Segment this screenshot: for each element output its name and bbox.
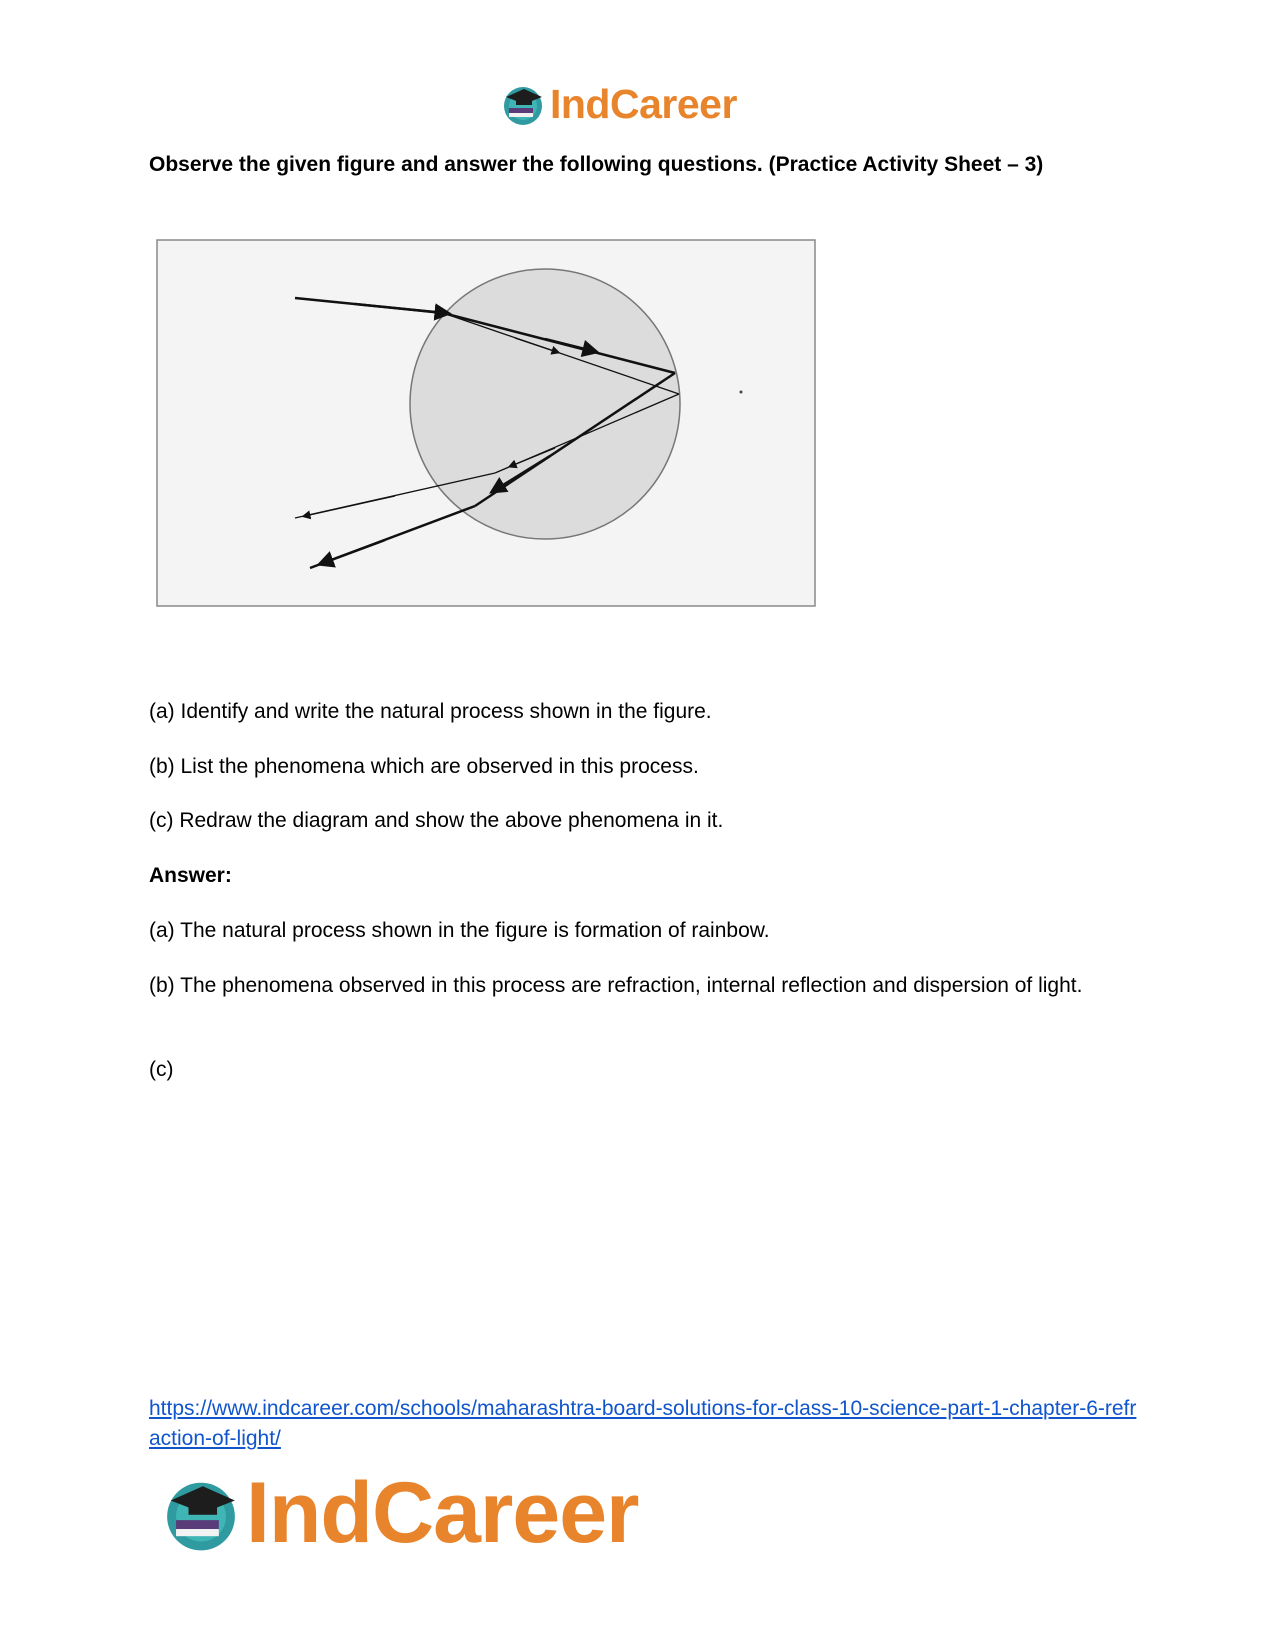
raindrop-refraction-figure <box>155 238 817 610</box>
brand-wordmark: IndCareer <box>246 1465 639 1561</box>
header-logo <box>500 80 737 128</box>
question-part-a: (a) Identify and write the natural process shown in the figure. <box>149 700 712 723</box>
graduation-globe-icon <box>500 81 546 127</box>
water-droplet <box>410 269 680 539</box>
graduation-globe-icon <box>160 1472 242 1554</box>
answer-part-a: (a) The natural process shown in the figure is formation of rainbow. <box>149 919 770 942</box>
brand-wordmark: IndCareer <box>550 80 737 127</box>
question-part-b: (b) List the phenomena which are observed in this process. <box>149 755 699 778</box>
answer-part-b: (b) The phenomena observed in this process are refraction, internal reflection and dispersion of light. <box>149 974 1083 997</box>
answer-heading: Answer: <box>149 864 232 887</box>
question-title: Observe the given figure and answer the following questions. (Practice Activity Sheet – 3) <box>149 153 1044 176</box>
answer-part-c: (c) <box>149 1058 174 1081</box>
source-url-link[interactable]: https://www.indcareer.com/schools/maharashtra-board-solutions-for-class-10-science-part-1-chapter-6-refraction-of-light/ <box>149 1397 1137 1450</box>
question-part-c: (c) Redraw the diagram and show the above phenomena in it. <box>149 809 724 832</box>
footer-logo <box>160 1465 639 1561</box>
